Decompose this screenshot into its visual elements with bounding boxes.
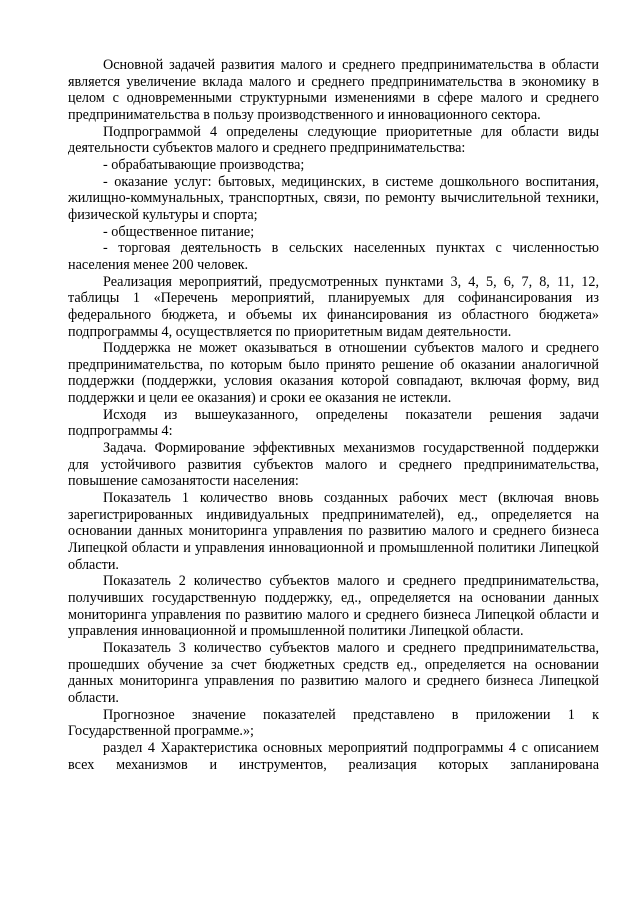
document-page <box>68 57 599 773</box>
paragraph-forecast: Прогнозное значение показателей представлено в приложении 1 к Государственной программе.»; <box>68 706 599 740</box>
paragraph-indicator-3: Показатель 3 количество субъектов малого и среднего предпринимательства, прошедших обучение за счет бюджетных средств ед., определяется на основании данных мониторинга управления по развитию малого и среднего бизнеса Липецкой области. <box>68 639 599 706</box>
paragraph-indicator-2: Показатель 2 количество субъектов малого и среднего предпринимательства, получивших государственную поддержку, ед., определяется на основании данных мониторинга управления по развитию малого и среднего бизнеса Липецкой области и управления инновационной и промышленной политики Липецкой области. <box>68 573 599 640</box>
paragraph-implementation: Реализация мероприятий, предусмотренных пунктами 3, 4, 5, 6, 7, 8, 11, 12, таблицы 1 «Перечень мероприятий, планируемых для софинансирования из федерального бюджета, и объемы их финансирования из областного бюджета» подпрограммы 4, осуществляется по приоритетным видам деятельности. <box>68 273 599 340</box>
list-item-catering: - общественное питание; <box>103 223 255 240</box>
paragraph-indicator-1: Показатель 1 количество вновь созданных рабочих мест (включая вновь зарегистрированных индивидуальных предпринимателей), ед., определяется на основании данных мониторинга управления по развитию малого и среднего бизнеса Липецкой области и управления инновационной и промышленной политики Липецкой области. <box>68 490 599 573</box>
paragraph-priority-intro: Подпрограммой 4 определены следующие приоритетные для области виды деятельности субъектов малого и среднего предпринимательства: <box>68 123 599 157</box>
list-item-services: - оказание услуг: бытовых, медицинских, в системе дошкольного воспитания, жилищно-коммунальных, транспортных, связи, по ремонту вычислительной техники, физической культуры и спорта; <box>68 173 599 223</box>
paragraph-section-4: раздел 4 Характеристика основных мероприятий подпрограммы 4 с описанием всех механизмов и инструментов, реализация которых запланирована <box>68 739 599 773</box>
paragraph-indicators-intro: Исходя из вышеуказанного, определены показатели решения задачи подпрограммы 4: <box>68 406 599 440</box>
paragraph-support-restriction: Поддержка не может оказываться в отношении субъектов малого и среднего предпринимательства, по которым было принято решение об оказании аналогичной поддержки (поддержки, условия оказания которой совпадают, включая форму, вид поддержки и цели ее оказания) и сроки ее оказания не истекли. <box>68 340 599 407</box>
list-item-rural-trade: - торговая деятельность в сельских населенных пунктах с численностью населения менее 200 человек. <box>68 240 599 273</box>
list-item-manufacturing: - обрабатывающие производства; <box>103 156 305 173</box>
paragraph-task: Задача. Формирование эффективных механизмов государственной поддержки для устойчивого развития субъектов малого и среднего предпринимательства, повышение самозанятости населения: <box>68 440 599 490</box>
paragraph-main-goal: Основной задачей развития малого и среднего предпринимательства в области является увеличение вклада малого и среднего предпринимательства в экономику в целом с одновременными структурными изменениями в сфере малого и среднего предпринимательства в пользу производственного и инновационного сектора. <box>68 57 599 123</box>
